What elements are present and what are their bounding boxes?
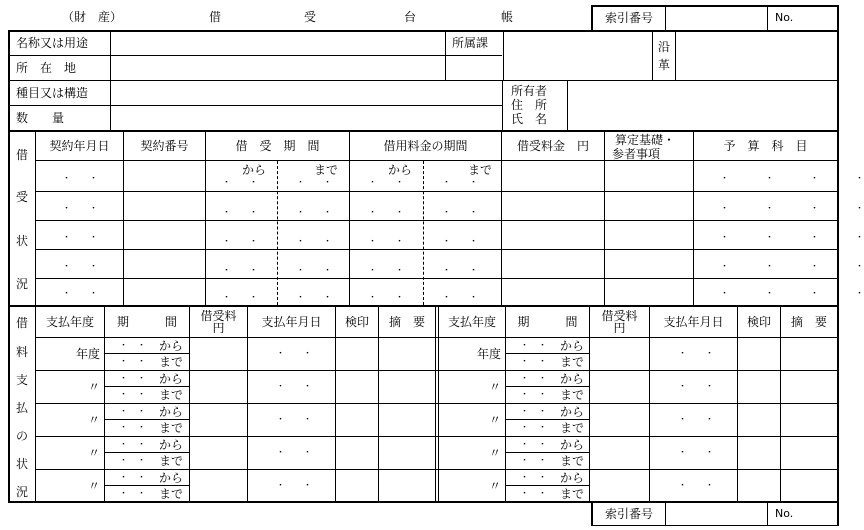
- to-label: まで: [560, 454, 585, 468]
- pay-date-cell[interactable]: ・ ・: [678, 415, 715, 425]
- budget-cell[interactable]: ・ ・ ・ ・: [720, 174, 864, 184]
- pay-fee-unit: 円: [212, 321, 225, 335]
- footer-no-field[interactable]: [768, 503, 837, 525]
- pay-fee-header: [190, 307, 247, 337]
- history-label: 革: [658, 58, 671, 72]
- index-number-field[interactable]: [666, 7, 767, 30]
- lease-fee-cell[interactable]: [502, 221, 604, 250]
- budget-header: 予 算 科 目: [723, 138, 808, 153]
- pay-fee-cell[interactable]: [590, 371, 649, 403]
- pay-year-mark[interactable]: 年度: [476, 346, 501, 361]
- to-label: まで: [159, 388, 184, 402]
- to-label: まで: [159, 355, 184, 369]
- to-label: まで: [560, 388, 585, 402]
- budget-cell[interactable]: ・ ・ ・ ・: [720, 289, 864, 299]
- seal-cell[interactable]: [738, 404, 780, 436]
- contract-no-cell[interactable]: [124, 161, 205, 192]
- from-label: から: [560, 339, 585, 353]
- pay-year-mark[interactable]: 〃: [87, 478, 100, 493]
- summary-cell[interactable]: [781, 371, 837, 403]
- side-label: 況: [16, 485, 29, 499]
- pay-from-date[interactable]: ・ ・: [119, 407, 147, 417]
- pay-to-date[interactable]: ・ ・: [520, 456, 548, 466]
- from-label: から: [560, 438, 585, 452]
- pay-fee-cell[interactable]: [590, 404, 649, 436]
- lease-fee-cell[interactable]: [502, 161, 604, 192]
- lease-from-date[interactable]: [222, 204, 258, 220]
- pay-from-date[interactable]: ・ ・: [119, 341, 147, 351]
- contract-no-cell[interactable]: [124, 221, 205, 250]
- basis-cell[interactable]: [605, 250, 693, 279]
- title-char: 受: [304, 10, 317, 24]
- pay-period-header: 期 間: [116, 314, 177, 329]
- title-char: 台: [404, 10, 417, 24]
- history-label: 沿: [658, 40, 671, 54]
- pay-date-header: 支払年月日: [663, 314, 724, 329]
- lease-to-date[interactable]: [296, 204, 332, 220]
- pay-fee-cell[interactable]: [590, 437, 649, 469]
- contract-no-cell[interactable]: [124, 192, 205, 221]
- contract-date-cell[interactable]: [62, 200, 98, 216]
- basis-cell[interactable]: [605, 279, 693, 305]
- property-label: （財 産）: [62, 10, 123, 24]
- contract-date-header: 契約年月日: [49, 138, 110, 153]
- pay-from-date[interactable]: ・ ・: [520, 341, 548, 351]
- pay-date-cell[interactable]: ・ ・: [276, 349, 313, 359]
- side-label: 状: [16, 234, 29, 248]
- to-label: まで: [560, 355, 585, 369]
- pay-to-date[interactable]: ・ ・: [520, 489, 548, 499]
- summary-cell[interactable]: [781, 437, 837, 469]
- pay-fee-cell[interactable]: [190, 404, 247, 436]
- seal-header: 検印: [746, 314, 771, 329]
- fee-to-date[interactable]: [442, 289, 478, 305]
- pay-to-date[interactable]: ・ ・: [520, 390, 548, 400]
- pay-year-mark[interactable]: 〃: [87, 379, 100, 394]
- pay-date-cell[interactable]: ・ ・: [678, 481, 715, 491]
- lease-from-date[interactable]: [222, 262, 258, 278]
- owner-field[interactable]: [568, 81, 837, 130]
- lease-to-date[interactable]: [296, 289, 332, 305]
- summary-cell[interactable]: [379, 371, 435, 403]
- summary-cell[interactable]: [379, 470, 435, 502]
- from-label: から: [560, 372, 585, 386]
- seal-cell[interactable]: [336, 437, 378, 469]
- name-use-label: 名称又は用途: [16, 36, 89, 50]
- side-label: 借: [16, 148, 29, 162]
- seal-cell[interactable]: [336, 338, 378, 370]
- seal-cell[interactable]: [336, 404, 378, 436]
- quantity-field[interactable]: [111, 106, 502, 130]
- contract-date-cell[interactable]: [62, 229, 98, 245]
- lease-fee-cell[interactable]: [502, 250, 604, 279]
- to-label: まで: [560, 421, 585, 435]
- summary-cell[interactable]: [781, 338, 837, 370]
- pay-date-cell[interactable]: ・ ・: [276, 415, 313, 425]
- from-label: から: [159, 438, 184, 452]
- kind-structure-field[interactable]: [111, 81, 502, 105]
- pay-from-date[interactable]: ・ ・: [520, 440, 548, 450]
- pay-from-date[interactable]: ・ ・: [119, 374, 147, 384]
- pay-fee-cell[interactable]: [190, 470, 247, 502]
- pay-fee-cell[interactable]: [190, 338, 247, 370]
- pay-fee-cell[interactable]: [590, 338, 649, 370]
- basis-cell[interactable]: [605, 221, 693, 250]
- no-label: No.: [775, 11, 794, 24]
- summary-cell[interactable]: [379, 404, 435, 436]
- from-label: から: [159, 471, 184, 485]
- index-number-label: 索引番号: [604, 11, 653, 25]
- fee-to-date[interactable]: [442, 262, 478, 278]
- contract-no-cell[interactable]: [124, 279, 205, 305]
- lease-fee-header: 借受料金 円: [516, 138, 589, 153]
- pay-to-date[interactable]: ・ ・: [119, 390, 147, 400]
- contract-date-cell[interactable]: [62, 285, 98, 301]
- footer-no-label: No.: [775, 507, 794, 520]
- basis-header: 参者事項: [612, 147, 661, 161]
- dept-label: 所属課: [452, 36, 489, 50]
- basis-cell[interactable]: [605, 192, 693, 221]
- pay-fee-unit: 円: [613, 321, 626, 335]
- seal-header: 検印: [344, 314, 369, 329]
- pay-date-cell[interactable]: ・ ・: [276, 481, 313, 491]
- fee-from-date[interactable]: [368, 262, 404, 278]
- contract-date-cell[interactable]: [62, 170, 98, 186]
- to-label: まで: [159, 454, 184, 468]
- from-label: から: [388, 163, 413, 177]
- pay-to-date[interactable]: ・ ・: [520, 357, 548, 367]
- from-label: から: [560, 405, 585, 419]
- quantity-label: 数 量: [16, 111, 65, 125]
- pay-date-cell[interactable]: ・ ・: [678, 448, 715, 458]
- fee-from-date[interactable]: [368, 289, 404, 305]
- lease-to-date[interactable]: [296, 262, 332, 278]
- to-label: まで: [314, 163, 339, 177]
- pay-year-header: 支払年度: [45, 314, 94, 329]
- side-label: の: [16, 429, 29, 443]
- basis-cell[interactable]: [605, 161, 693, 192]
- from-label: から: [159, 339, 184, 353]
- pay-from-date[interactable]: ・ ・: [520, 407, 548, 417]
- no-field[interactable]: [768, 7, 837, 30]
- pay-to-date[interactable]: ・ ・: [119, 357, 147, 367]
- side-label: 支: [16, 373, 29, 387]
- side-label: 況: [16, 277, 29, 291]
- history-field[interactable]: [676, 32, 837, 80]
- seal-cell[interactable]: [738, 371, 780, 403]
- to-label: まで: [560, 487, 585, 501]
- pay-date-cell[interactable]: ・ ・: [678, 349, 715, 359]
- title-char: 帳: [501, 10, 514, 24]
- pay-to-date[interactable]: ・ ・: [119, 489, 147, 499]
- from-label: から: [159, 405, 184, 419]
- lease-from-date[interactable]: [222, 289, 258, 305]
- side-label: 料: [16, 345, 29, 359]
- name-use-field[interactable]: [111, 32, 445, 55]
- lease-from-date[interactable]: [222, 233, 258, 249]
- fee-from-date[interactable]: [368, 233, 404, 249]
- contract-no-header: 契約番号: [140, 138, 189, 153]
- side-label: 受: [16, 190, 29, 204]
- seal-cell[interactable]: [738, 470, 780, 502]
- summary-header: 摘 要: [388, 314, 425, 329]
- pay-date-cell[interactable]: ・ ・: [276, 382, 313, 392]
- seal-cell[interactable]: [336, 371, 378, 403]
- footer-index-number-field[interactable]: [666, 503, 767, 525]
- lease-period-header: 借 受 期 間: [235, 138, 320, 153]
- to-label: まで: [159, 487, 184, 501]
- location-label: 所 在 地: [16, 61, 77, 75]
- summary-cell[interactable]: [781, 404, 837, 436]
- lease-to-date[interactable]: [296, 233, 332, 249]
- title-char: 借: [209, 10, 222, 24]
- pay-year-mark[interactable]: 〃: [87, 412, 100, 427]
- lease-fee-cell[interactable]: [502, 279, 604, 305]
- pay-fee-cell[interactable]: [190, 371, 247, 403]
- fee-from-date[interactable]: [368, 204, 404, 220]
- pay-to-date[interactable]: ・ ・: [119, 456, 147, 466]
- pay-from-date[interactable]: ・ ・: [119, 473, 147, 483]
- summary-cell[interactable]: [781, 470, 837, 502]
- kind-structure-label: 種目又は構造: [16, 86, 89, 100]
- summary-cell[interactable]: [379, 338, 435, 370]
- seal-cell[interactable]: [738, 437, 780, 469]
- lease-fee-cell[interactable]: [502, 192, 604, 221]
- pay-date-cell[interactable]: ・ ・: [678, 382, 715, 392]
- pay-year-mark[interactable]: 〃: [488, 412, 501, 427]
- pay-year-header: 支払年度: [447, 314, 496, 329]
- pay-fee-header-line: 借受料: [601, 309, 638, 323]
- pay-year-mark[interactable]: 〃: [488, 445, 501, 460]
- footer-index-number-label: 索引番号: [604, 506, 653, 521]
- budget-cell[interactable]: ・ ・ ・ ・: [720, 204, 864, 214]
- fee-period-header: 借用料金の期間: [383, 138, 468, 153]
- location-field[interactable]: [111, 56, 445, 80]
- pay-from-date[interactable]: ・ ・: [119, 440, 147, 450]
- contract-date-cell[interactable]: [62, 258, 98, 274]
- pay-year-mark[interactable]: 年度: [75, 346, 100, 361]
- pay-year-mark[interactable]: 〃: [488, 478, 501, 493]
- contract-no-cell[interactable]: [124, 250, 205, 279]
- to-label: まで: [159, 421, 184, 435]
- pay-to-date[interactable]: ・ ・: [520, 423, 548, 433]
- from-label: から: [159, 372, 184, 386]
- pay-date-cell[interactable]: ・ ・: [276, 448, 313, 458]
- side-label: 状: [16, 457, 29, 471]
- to-label: まで: [468, 163, 493, 177]
- side-label: 払: [16, 401, 29, 415]
- owner-label: 所有者: [511, 84, 548, 98]
- basis-header: 算定基礎・: [615, 133, 676, 147]
- pay-year-mark[interactable]: 〃: [87, 445, 100, 460]
- seal-cell[interactable]: [336, 470, 378, 502]
- side-label: 借: [16, 316, 29, 330]
- from-label: から: [560, 471, 585, 485]
- budget-cell[interactable]: ・ ・ ・ ・: [720, 262, 864, 272]
- pay-period-header: 期 間: [517, 314, 578, 329]
- pay-to-date[interactable]: ・ ・: [119, 423, 147, 433]
- seal-cell[interactable]: [738, 338, 780, 370]
- from-label: から: [242, 163, 267, 177]
- pay-year-mark[interactable]: 〃: [488, 379, 501, 394]
- pay-from-date[interactable]: ・ ・: [520, 374, 548, 384]
- pay-fee-cell[interactable]: [590, 470, 649, 502]
- pay-fee-header-line: 借受料: [200, 309, 237, 323]
- owner-name-label: 氏 名: [511, 112, 548, 126]
- budget-cell[interactable]: ・ ・ ・ ・: [720, 233, 864, 243]
- pay-fee-header: [590, 307, 649, 337]
- pay-date-header: 支払年月日: [261, 314, 322, 329]
- owner-address-label: 住 所: [511, 98, 548, 112]
- pay-fee-cell[interactable]: [190, 437, 247, 469]
- fee-to-date[interactable]: [442, 204, 478, 220]
- summary-cell[interactable]: [379, 437, 435, 469]
- summary-header: 摘 要: [790, 314, 827, 329]
- pay-from-date[interactable]: ・ ・: [520, 473, 548, 483]
- dept-field[interactable]: [504, 32, 652, 80]
- fee-to-date[interactable]: [442, 233, 478, 249]
